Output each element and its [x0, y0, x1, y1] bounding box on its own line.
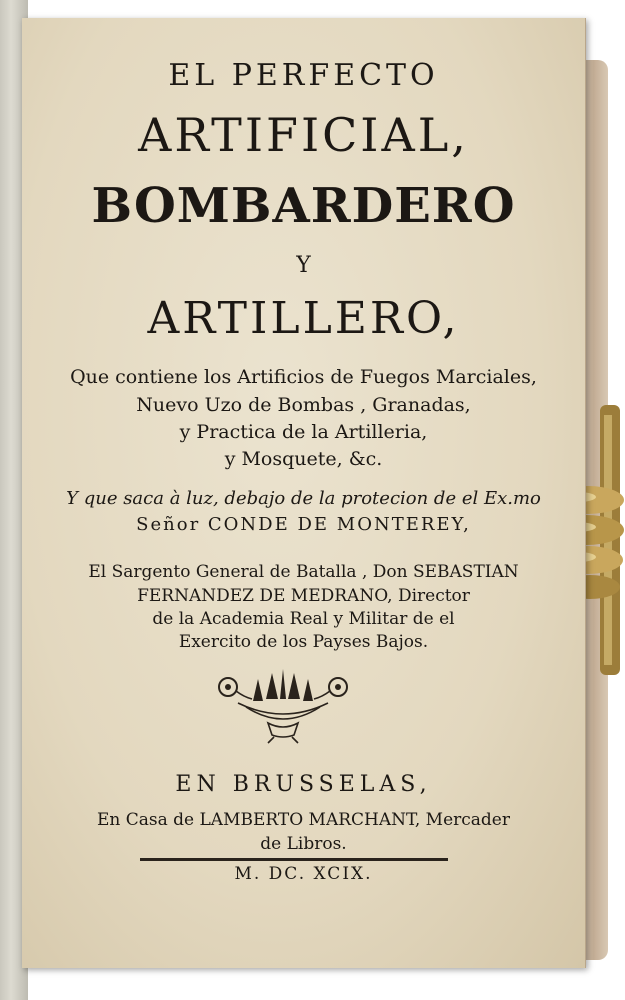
title-line-5: ARTILLERO,: [147, 293, 460, 344]
imprint-rule: [140, 858, 448, 861]
credit-line-3: de la Academia Real y Militar de el: [152, 609, 455, 629]
credit-line-2: FERNANDEZ DE MEDRANO, Director: [137, 586, 470, 606]
description-line-1: Que contiene los Artificios de Fuegos Marciales,: [70, 366, 537, 388]
title-line-3: BOMBARDERO: [91, 178, 516, 234]
description-line-3: y Practica de la Artilleria,: [179, 421, 428, 443]
imprint-line-1: En Casa de LAMBERTO MARCHANT, Mercader: [96, 810, 510, 830]
imprint-city: EN BRUSSELAS,: [175, 772, 432, 797]
credit-line-4: Exercito de los Payses Bajos.: [178, 632, 429, 652]
floral-basket-ornament-icon: [208, 665, 358, 745]
description-line-4: y Mosquete, &c.: [224, 448, 383, 470]
description-line-2: Nuevo Uzo de Bombas , Granadas,: [136, 394, 471, 416]
dedication-line-1: Y que saca à luz, debajo de la protecion de el Ex.mo: [66, 488, 541, 509]
imprint-line-2: de Libros.: [260, 834, 347, 854]
title-line-1: EL PERFECTO: [168, 58, 439, 93]
dedication-line-2: Señor CONDE DE MONTEREY,: [136, 514, 471, 535]
imprint-year: M. DC. XCIX.: [234, 864, 373, 884]
title-line-4: Y: [296, 253, 311, 278]
credit-line-1: El Sargento General de Batalla , Don SEBASTIAN: [88, 562, 519, 582]
title-line-2: ARTIFICIAL,: [138, 108, 469, 162]
